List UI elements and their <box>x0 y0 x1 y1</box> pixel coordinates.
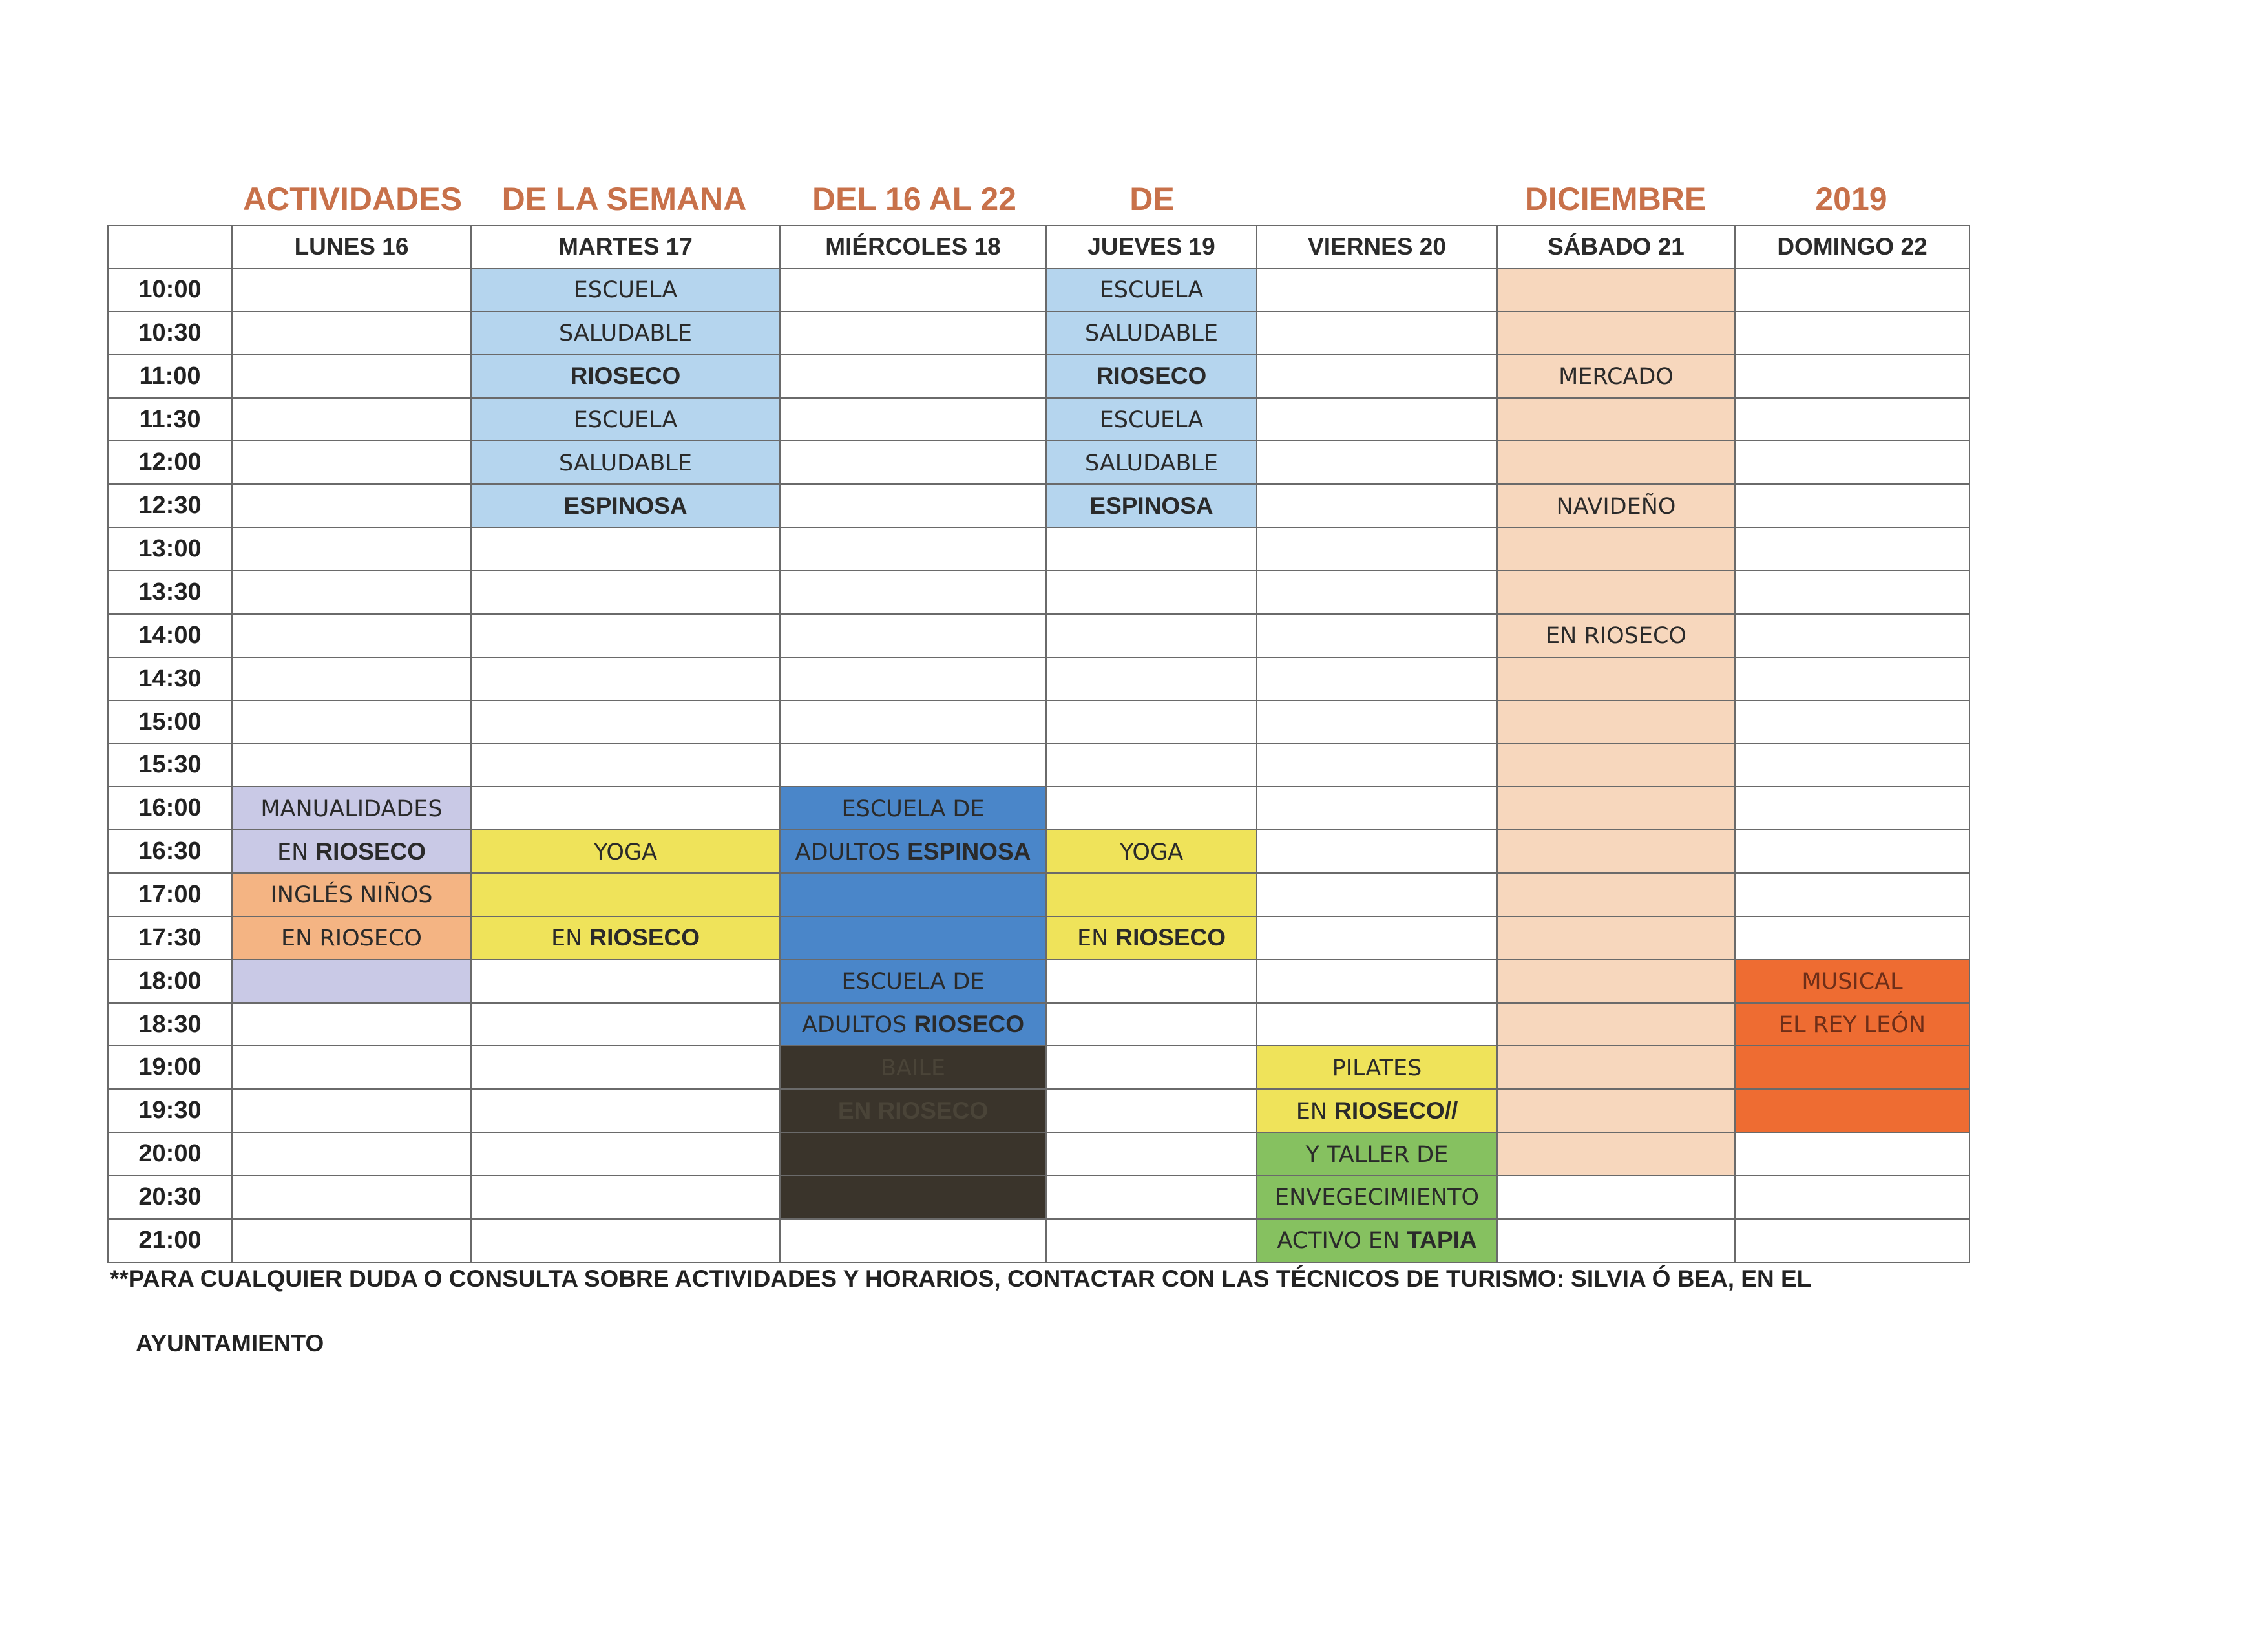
time-label: 16:00 <box>108 787 232 830</box>
activity-text-bold: RIOSECO <box>1115 924 1226 951</box>
time-row <box>108 441 1969 484</box>
empty-cell <box>232 1176 471 1219</box>
time-label: 16:30 <box>108 830 232 873</box>
day-header: DOMINGO 22 <box>1735 226 1969 268</box>
time-row <box>108 1176 1969 1219</box>
activity-cell <box>1497 355 1735 398</box>
time-row <box>108 960 1969 1003</box>
empty-cell <box>1735 614 1969 657</box>
activity-cell <box>232 787 471 830</box>
time-label: 14:00 <box>108 614 232 657</box>
empty-cell <box>232 1089 471 1132</box>
empty-cell <box>471 1089 780 1132</box>
empty-cell <box>1046 701 1257 744</box>
activity-text: MERCADO <box>1559 364 1674 390</box>
empty-cell <box>1046 571 1257 614</box>
time-label: 18:30 <box>108 1003 232 1046</box>
empty-cell <box>1257 657 1497 701</box>
empty-cell <box>232 1219 471 1262</box>
time-label: 19:30 <box>108 1089 232 1132</box>
empty-cell <box>471 1176 780 1219</box>
activity-cell <box>1046 830 1257 873</box>
activity-cell <box>1735 1003 1969 1046</box>
empty-cell <box>780 398 1046 441</box>
activity-cell <box>1497 268 1735 312</box>
empty-cell <box>471 960 780 1003</box>
day-header: LUNES 16 <box>232 226 471 268</box>
empty-cell <box>1046 1003 1257 1046</box>
activity-cell <box>780 830 1046 873</box>
empty-cell <box>1257 743 1497 787</box>
empty-cell <box>1046 960 1257 1003</box>
activity-cell <box>1497 916 1735 960</box>
activity-cell <box>471 398 780 441</box>
time-row <box>108 787 1969 830</box>
empty-cell <box>471 743 780 787</box>
activity-text: NAVIDEÑO <box>1556 493 1676 520</box>
empty-cell <box>1735 830 1969 873</box>
activity-text: YOGA <box>1119 839 1184 865</box>
activity-cell <box>1046 398 1257 441</box>
activity-text: EN RIOSECO <box>1546 623 1686 650</box>
activity-cell <box>1257 1089 1497 1132</box>
activity-text-bold: TAPIA <box>1407 1227 1477 1254</box>
activity-cell <box>1046 312 1257 355</box>
time-row <box>108 614 1969 657</box>
activity-text: BAILE <box>881 1055 945 1081</box>
title-word-del-16-al-22: DEL 16 AL 22 <box>812 181 1016 217</box>
empty-cell <box>1735 873 1969 916</box>
empty-cell <box>471 787 780 830</box>
day-header: SÁBADO 21 <box>1497 226 1735 268</box>
time-row <box>108 398 1969 441</box>
activity-text-bold: EN RIOSECO <box>837 1097 989 1124</box>
empty-cell <box>1046 1176 1257 1219</box>
empty-cell <box>232 743 471 787</box>
time-row <box>108 701 1969 744</box>
activity-cell <box>1497 830 1735 873</box>
empty-cell <box>1497 1219 1735 1262</box>
activity-cell <box>1497 312 1735 355</box>
empty-cell <box>1735 527 1969 571</box>
empty-cell <box>1735 355 1969 398</box>
activity-cell <box>1497 441 1735 484</box>
activity-text: Y TALLER DE <box>1305 1141 1449 1168</box>
time-label: 10:30 <box>108 312 232 355</box>
time-row <box>108 527 1969 571</box>
title-word-de-la-semana: DE LA SEMANA <box>501 181 747 217</box>
activity-text-bold: RIOSECO <box>315 838 426 865</box>
day-header: VIERNES 20 <box>1257 226 1497 268</box>
activity-cell <box>780 916 1046 960</box>
activity-cell <box>1257 1219 1497 1262</box>
empty-cell <box>232 355 471 398</box>
time-label: 21:00 <box>108 1219 232 1262</box>
empty-cell <box>1735 1176 1969 1219</box>
activity-cell <box>471 873 780 916</box>
empty-cell <box>780 441 1046 484</box>
activity-cell <box>1735 1089 1969 1132</box>
empty-cell <box>1257 916 1497 960</box>
activity-text: EL REY LEÓN <box>1778 1012 1926 1039</box>
empty-cell <box>471 1046 780 1089</box>
activity-cell <box>471 484 780 527</box>
activity-cell <box>780 1089 1046 1132</box>
contact-note: **PARA CUALQUIER DUDA O CONSULTA SOBRE ACTIVIDADES Y HORARIOS, CONTACTAR CON LAS TÉCNICOS DE TURISMO: SILVIA Ó BEA, EN EL <box>110 1265 1812 1292</box>
time-row <box>108 657 1969 701</box>
empty-cell <box>1046 787 1257 830</box>
activity-text: ESCUELA <box>1099 407 1204 433</box>
activity-text: ESCUELA DE <box>841 969 985 995</box>
title-word-year: 2019 <box>1815 181 1887 217</box>
time-row <box>108 571 1969 614</box>
empty-cell <box>780 312 1046 355</box>
empty-cell <box>1735 657 1969 701</box>
empty-cell <box>471 614 780 657</box>
activity-cell <box>1046 916 1257 960</box>
activity-cell <box>471 441 780 484</box>
time-label: 10:00 <box>108 268 232 312</box>
activity-text-bold: ESPINOSA <box>1089 492 1213 519</box>
activity-cell <box>471 830 780 873</box>
activity-text: EN <box>1296 1098 1335 1125</box>
time-row <box>108 484 1969 527</box>
time-label: 20:00 <box>108 1132 232 1176</box>
activity-text-bold: RIOSECO <box>570 363 681 390</box>
activity-text: ADULTOS <box>795 839 908 865</box>
empty-cell <box>780 355 1046 398</box>
title-word-actividades: ACTIVIDADES <box>243 181 462 217</box>
time-row <box>108 1219 1969 1262</box>
activity-cell <box>1257 1132 1497 1176</box>
empty-cell <box>1735 571 1969 614</box>
activity-cell <box>1497 701 1735 744</box>
title-word-de: DE <box>1129 181 1175 217</box>
empty-cell <box>1046 657 1257 701</box>
activity-cell <box>471 916 780 960</box>
time-row <box>108 830 1969 873</box>
empty-cell <box>471 571 780 614</box>
empty-cell <box>780 657 1046 701</box>
activity-text-bold: RIOSECO <box>914 1011 1025 1038</box>
activity-cell <box>1497 614 1735 657</box>
activity-text-bold: ESPINOSA <box>907 838 1031 865</box>
time-row <box>108 355 1969 398</box>
time-row <box>108 268 1969 312</box>
activity-text: ACTIVO EN <box>1277 1228 1407 1254</box>
time-label: 18:00 <box>108 960 232 1003</box>
time-row <box>108 743 1969 787</box>
time-label: 11:30 <box>108 398 232 441</box>
activity-cell <box>471 355 780 398</box>
time-row <box>108 312 1969 355</box>
empty-cell <box>232 614 471 657</box>
activity-cell <box>232 830 471 873</box>
empty-cell <box>471 1003 780 1046</box>
activity-cell <box>780 1132 1046 1176</box>
empty-cell <box>1257 355 1497 398</box>
activity-text: INGLÉS NIÑOS <box>270 882 433 909</box>
activity-text: ESCUELA DE <box>841 796 985 822</box>
empty-cell <box>232 398 471 441</box>
activity-cell <box>1497 1089 1735 1132</box>
empty-cell <box>1497 1176 1735 1219</box>
empty-cell <box>1257 527 1497 571</box>
empty-cell <box>232 657 471 701</box>
activity-text: EN <box>1076 925 1116 952</box>
empty-cell <box>1257 873 1497 916</box>
activity-cell <box>1497 1003 1735 1046</box>
empty-cell <box>232 1132 471 1176</box>
activity-text: SALUDABLE <box>1084 450 1219 476</box>
corner-cell <box>108 226 232 268</box>
empty-cell <box>780 701 1046 744</box>
activity-cell <box>1046 268 1257 312</box>
activity-text: MUSICAL <box>1801 969 1903 995</box>
empty-cell <box>1257 312 1497 355</box>
time-label: 15:30 <box>108 743 232 787</box>
activity-cell <box>1735 1046 1969 1089</box>
time-label: 12:30 <box>108 484 232 527</box>
activity-cell <box>232 916 471 960</box>
time-label: 14:30 <box>108 657 232 701</box>
empty-cell <box>232 1003 471 1046</box>
empty-cell <box>780 268 1046 312</box>
time-row <box>108 1132 1969 1176</box>
time-label: 15:00 <box>108 701 232 744</box>
empty-cell <box>780 743 1046 787</box>
empty-cell <box>232 571 471 614</box>
activity-cell <box>1497 787 1735 830</box>
empty-cell <box>471 1132 780 1176</box>
contact-note-continuation: AYUNTAMIENTO <box>136 1330 324 1357</box>
activity-text: SALUDABLE <box>1084 321 1219 347</box>
header-row <box>108 226 1969 268</box>
activity-text: EN <box>551 925 590 952</box>
empty-cell <box>1257 701 1497 744</box>
empty-cell <box>1735 268 1969 312</box>
time-row <box>108 1046 1969 1089</box>
empty-cell <box>1735 787 1969 830</box>
empty-cell <box>471 657 780 701</box>
empty-cell <box>232 312 471 355</box>
empty-cell <box>1735 441 1969 484</box>
empty-cell <box>1046 743 1257 787</box>
time-row <box>108 1089 1969 1132</box>
empty-cell <box>1046 1046 1257 1089</box>
activity-cell <box>1046 484 1257 527</box>
activity-cell <box>1257 1176 1497 1219</box>
activity-cell <box>1497 571 1735 614</box>
activity-text: SALUDABLE <box>558 450 693 476</box>
activity-text: ESCUELA <box>573 277 678 304</box>
empty-cell <box>1046 1089 1257 1132</box>
activity-cell <box>1497 1046 1735 1089</box>
activity-text: PILATES <box>1332 1055 1422 1081</box>
empty-cell <box>1257 1003 1497 1046</box>
empty-cell <box>1046 1219 1257 1262</box>
activity-text: ESCUELA <box>1099 277 1204 304</box>
empty-cell <box>1735 1219 1969 1262</box>
time-label: 12:00 <box>108 441 232 484</box>
empty-cell <box>1735 916 1969 960</box>
activity-cell <box>1497 527 1735 571</box>
empty-cell <box>1735 398 1969 441</box>
activity-text-bold: ESPINOSA <box>563 492 688 519</box>
day-header: MARTES 17 <box>471 226 780 268</box>
activity-cell <box>780 1046 1046 1089</box>
empty-cell <box>232 484 471 527</box>
activity-text-bold: RIOSECO// <box>1334 1097 1458 1124</box>
empty-cell <box>780 527 1046 571</box>
empty-cell <box>232 701 471 744</box>
empty-cell <box>1257 830 1497 873</box>
empty-cell <box>1735 312 1969 355</box>
activity-cell <box>1497 1132 1735 1176</box>
empty-cell <box>471 527 780 571</box>
activity-text-bold: RIOSECO <box>589 924 700 951</box>
activity-text: ENVEGECIMIENTO <box>1274 1185 1480 1211</box>
activity-cell <box>232 873 471 916</box>
time-label: 13:30 <box>108 571 232 614</box>
empty-cell <box>1735 701 1969 744</box>
activity-text: SALUDABLE <box>558 321 693 347</box>
empty-cell <box>1735 484 1969 527</box>
empty-cell <box>1257 441 1497 484</box>
empty-cell <box>471 701 780 744</box>
day-header: JUEVES 19 <box>1046 226 1257 268</box>
empty-cell <box>1735 1132 1969 1176</box>
activity-cell <box>1497 743 1735 787</box>
time-label: 17:30 <box>108 916 232 960</box>
empty-cell <box>780 1219 1046 1262</box>
time-row <box>108 916 1969 960</box>
title-word-diciembre: DICIEMBRE <box>1524 181 1706 217</box>
time-label: 17:00 <box>108 873 232 916</box>
activity-text: YOGA <box>593 839 658 865</box>
empty-cell <box>1257 960 1497 1003</box>
activity-cell <box>780 1176 1046 1219</box>
time-label: 11:00 <box>108 355 232 398</box>
activity-cell <box>471 312 780 355</box>
day-header: MIÉRCOLES 18 <box>780 226 1046 268</box>
activity-cell <box>780 873 1046 916</box>
time-row <box>108 873 1969 916</box>
activity-cell <box>1046 873 1257 916</box>
empty-cell <box>780 571 1046 614</box>
empty-cell <box>1257 268 1497 312</box>
empty-cell <box>780 484 1046 527</box>
empty-cell <box>232 441 471 484</box>
activity-cell <box>1735 960 1969 1003</box>
schedule-table <box>107 225 1970 1263</box>
activity-cell <box>1497 398 1735 441</box>
time-label: 19:00 <box>108 1046 232 1089</box>
empty-cell <box>1257 787 1497 830</box>
activity-text: ESCUELA <box>573 407 678 433</box>
activity-cell <box>1497 873 1735 916</box>
time-row <box>108 1003 1969 1046</box>
activity-text: ADULTOS <box>801 1012 914 1039</box>
empty-cell <box>232 268 471 312</box>
empty-cell <box>232 527 471 571</box>
empty-cell <box>1257 484 1497 527</box>
activity-cell <box>1257 1046 1497 1089</box>
activity-cell <box>780 787 1046 830</box>
empty-cell <box>232 1046 471 1089</box>
empty-cell <box>471 1219 780 1262</box>
activity-cell <box>471 268 780 312</box>
activity-text: MANUALIDADES <box>260 796 443 822</box>
empty-cell <box>1257 398 1497 441</box>
time-label: 20:30 <box>108 1176 232 1219</box>
empty-cell <box>1257 614 1497 657</box>
activity-cell <box>1046 441 1257 484</box>
activity-text: EN <box>277 839 316 865</box>
empty-cell <box>780 614 1046 657</box>
empty-cell <box>1046 614 1257 657</box>
activity-cell <box>780 1003 1046 1046</box>
empty-cell <box>1046 527 1257 571</box>
empty-cell <box>1257 571 1497 614</box>
activity-cell <box>1497 960 1735 1003</box>
time-label: 13:00 <box>108 527 232 571</box>
activity-cell <box>232 960 471 1003</box>
activity-text-bold: RIOSECO <box>1096 363 1207 390</box>
activity-cell <box>1497 484 1735 527</box>
empty-cell <box>1046 1132 1257 1176</box>
activity-cell <box>1497 657 1735 701</box>
activity-cell <box>1046 355 1257 398</box>
empty-cell <box>1735 743 1969 787</box>
activity-text: EN RIOSECO <box>281 925 422 952</box>
activity-cell <box>780 960 1046 1003</box>
